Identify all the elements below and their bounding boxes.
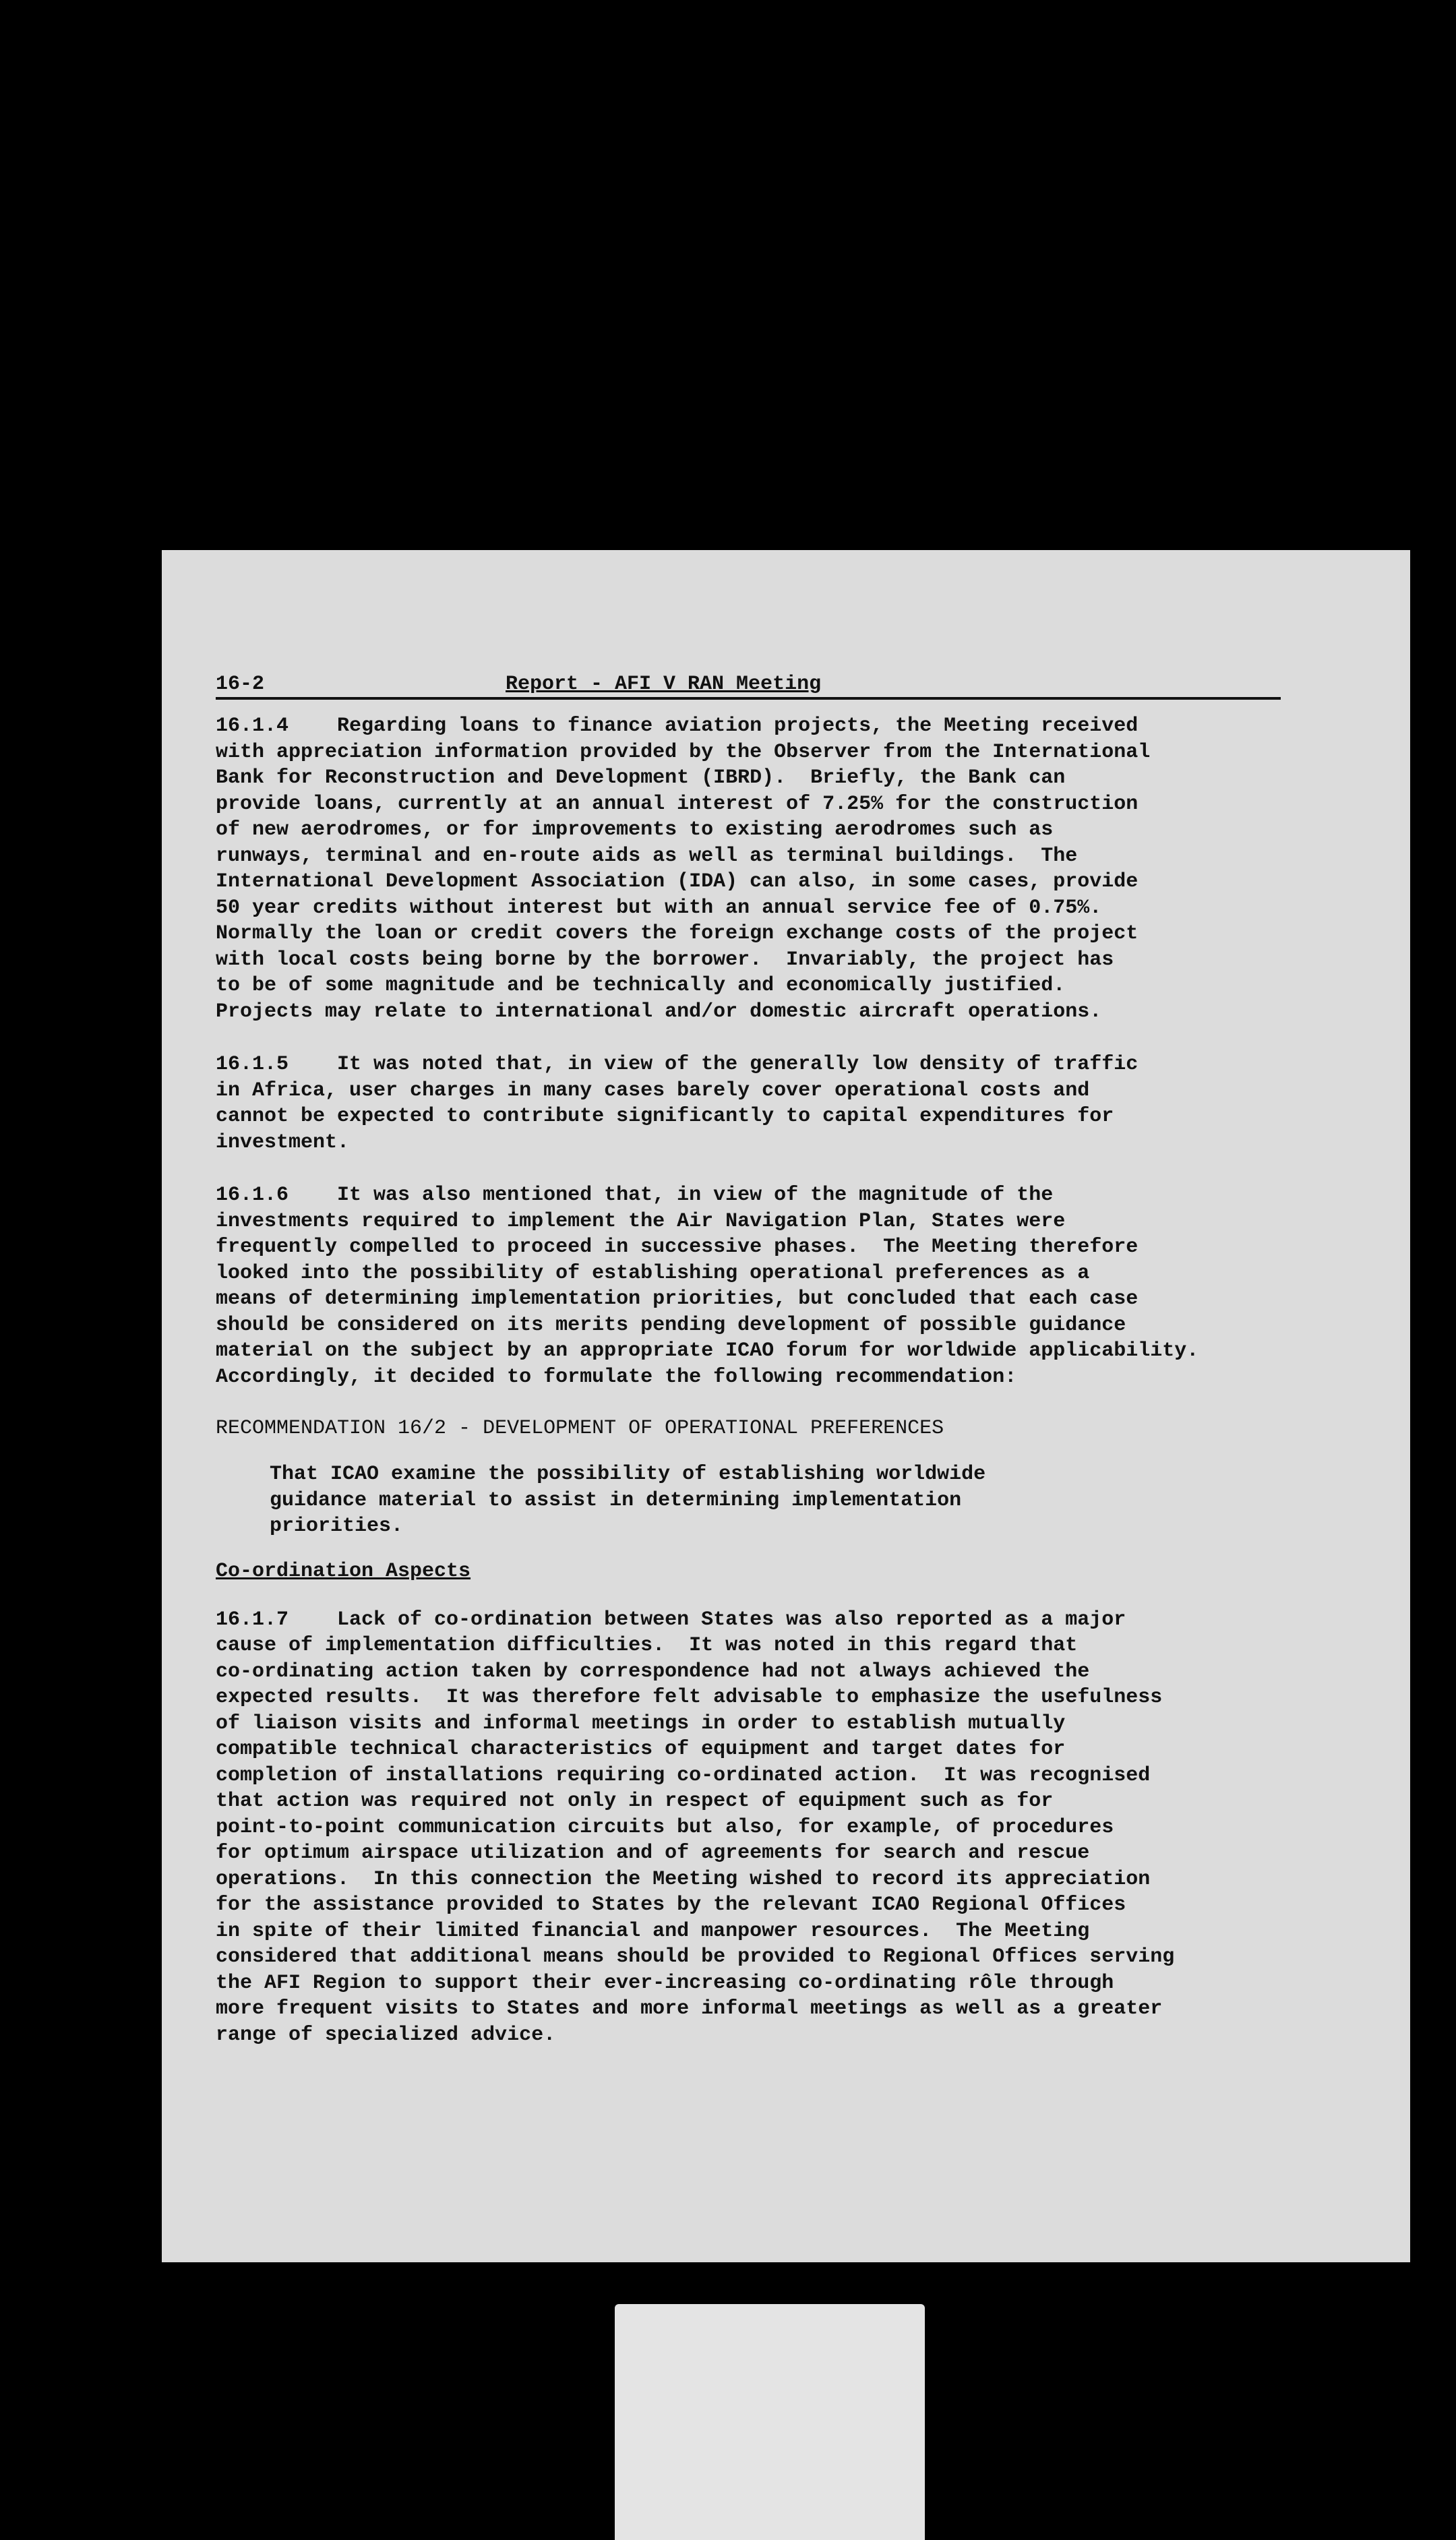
section-heading: Co-ordination Aspects xyxy=(216,1559,471,1583)
recommendation-body: That ICAO examine the possibility of establishing worldwide guidance material to assist in determining implementation priorities. xyxy=(270,1463,986,1538)
paragraph-16-1-4: 16.1.4 Regarding loans to finance aviation projects, the Meeting received with appreciation information provided by the Observer from the International Bank for Reconstruction and Development (IBRD). Briefly, the Bank can provide loans, currently at an annual interest of 7.25% for the construction of new aerodromes, or for improvements to existing aerodromes such as runways, terminal and en-route aids as well as terminal buildings. The International Development Association (IDA) can also, in some cases, provide 50 year credits without interest but with an annual service fee of 0.75%. Normally the loan or credit covers the foreign exchange costs of the project with local costs being borne by the borrower. Invariably, the project has to be of some magnitude and be technically and economically justified. Projects may relate to international and/or domestic aircraft operations. xyxy=(216,715,1151,1023)
paragraph-16-1-7: 16.1.7 Lack of co-ordination between States was also reported as a major cause of implementation difficulties. It was noted in this regard that co-ordinating action taken by correspondence had not always achieved the expected results. It was therefore felt advisable to emphasize the usefulness of liaison visits and informal meetings in order to establish mutually compatible technical characteristics of equipment and target dates for completion of installations requiring co-ordinated action. It was recognised that action was required not only in respect of equipment such as for point-to-point communication circuits but also, for example, of procedures for optimum airspace utilization and of agreements for search and rescue operations. In this connection the Meeting wished to record its appreciation for the assistance provided to States by the relevant ICAO Regional Offices in spite of their limited financial and manpower resources. The Meeting considered that additional means should be provided to Regional Offices serving the AFI Region to support their ever-increasing co-ordinating rôle through more frequent visits to States and more informal meetings as well as a greater range of specialized advice. xyxy=(216,1608,1175,2047)
blank-slip xyxy=(615,2304,925,2540)
report-title: Report - AFI V RAN Meeting xyxy=(506,673,822,696)
paragraph-16-1-5: 16.1.5 It was noted that, in view of the generally low density of traffic in Africa, user charges in many cases barely cover operational costs and cannot be expected to contribute significantly to capital expenditures for investment. xyxy=(216,1053,1139,1154)
page-header xyxy=(216,665,1281,700)
page-number: 16-2 xyxy=(216,673,265,696)
recommendation-title: RECOMMENDATION 16/2 - DEVELOPMENT OF OPERATIONAL PREFERENCES xyxy=(216,1417,944,1440)
document-page xyxy=(162,550,1410,2262)
paragraph-16-1-6: 16.1.6 It was also mentioned that, in view of the magnitude of the investments required to implement the Air Navigation Plan, States were frequently compelled to proceed in successive phases. The Meeting therefore looked into the possibility of establishing operational preferences as a means of determining implementation priorities, but concluded that each case should be considered on its merits pending development of possible guidance material on the subject by an appropriate ICAO forum for worldwide applicability. Accordingly, it decided to formulate the following recommendation: xyxy=(216,1184,1199,1389)
